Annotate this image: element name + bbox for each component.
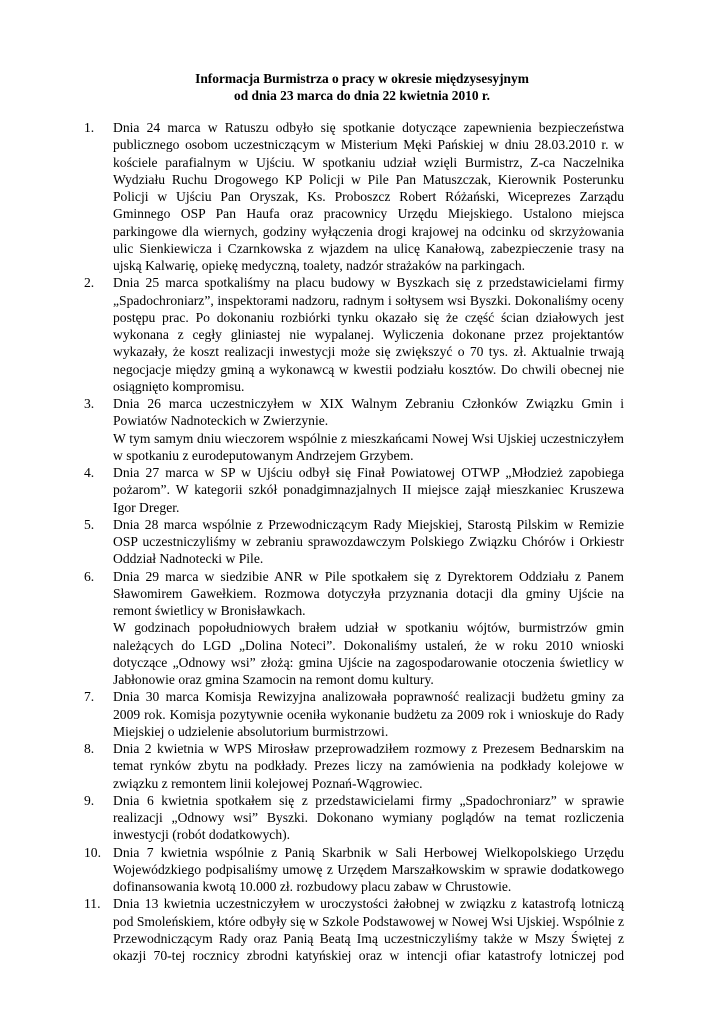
list-item [84, 119, 624, 274]
item-paragraph: Dnia 2 kwietnia w WPS Mirosław przeprowadziłem rozmowy z Prezesem Bednarskim na temat rynków zbytu na podkłady. Prezes liczy na zamówienia na podkłady kolejowe w związku z remontem linii kolejowej Poznań-Wągrowiec. [113, 741, 624, 791]
item-number: 5. [84, 516, 95, 532]
item-paragraph: Dnia 6 kwietnia spotkałem się z przedstawicielami firmy „Spadochroniarz” w sprawie realizacji „Odnowy wsi” Byszki. Dokonano wymiany poglądów na temat rozliczenia inwestycji (robót dodatkowych). [113, 792, 624, 843]
item-number: 9. [84, 792, 95, 808]
item-number: 8. [84, 741, 95, 756]
list-item [84, 464, 624, 516]
item-paragraph: W godzinach popołudniowych brałem udział w spotkaniu wójtów, burmistrzów gmin należących do LGD „Dolina Noteci”. Dokonaliśmy ustaleń, że w roku 2010 wnioski dotyczące „Odnowy wsi” złożą: gmina Ujście na zagospodarowanie otoczenia świetlicy w Jabłonowie oraz gmina Szamocin na remont domu kultury. [113, 620, 624, 687]
list-item [84, 274, 624, 395]
title-line-1: Informacja Burmistrza o pracy w okresie międzysesyjnym [195, 71, 529, 86]
item-paragraph: Dnia 7 kwietnia wspólnie z Panią Skarbnik w Sali Herbowej Wielkopolskiego Urzędu Wojewódzkiego podpisaliśmy umowę z Urzędem Marszałkowskim w sprawie dodatkowego dofinansowania kwotą 10.000 zł. rozbudowy placu zabaw w Chrustowie. [113, 844, 624, 894]
item-paragraph: Dnia 27 marca w SP w Ujściu odbył się Finał Powiatowej OTWP „Młodzież zapobiega pożarom”. W kategorii szkół ponadgimnazjalnych II miejsce zajął mieszkaniec Kruszewa Igor Dreger. [113, 465, 624, 515]
item-number: 4. [84, 465, 95, 480]
item-number: 7. [84, 689, 95, 705]
item-paragraph: Dnia 29 marca w siedzibie ANR w Pile spotkałem się z Dyrektorem Oddziału z Panem Sławomirem Gawełkiem. Rozmowa dotyczyła przyznania dotacji dla gminy Ujście na remont świetlicy w Bronisławkach. [113, 568, 624, 618]
item-number: 1. [84, 120, 95, 135]
document-title [0, 70, 724, 104]
item-paragraph: Dnia 13 kwietnia uczestniczyłem w uroczystości żałobnej w związku z katastrofą lotniczą pod Smoleńskiem, które odbyły się w Szkole Podstawowej w Nowej Wsi Ujskiej. Wspólnie z Przewodniczącym Rady oraz Panią Beatą Imą uczestniczyliśmy także w Mszy Świętej z okazji 70-tej rocznicy zbrodni katyńskiej oraz w intencji ofiar katastrofy lotniczej pod [113, 896, 624, 963]
item-paragraph: W tym samym dniu wieczorem wspólnie z mieszkańcami Nowej Wsi Ujskiej uczestniczyłem w spotkaniu z eurodeputowanym Andrzejem Grzybem. [113, 430, 624, 463]
item-number: 3. [84, 396, 95, 411]
list-item [84, 395, 624, 464]
list-item [84, 740, 624, 792]
title-line-2: od dnia 23 marca do dnia 22 kwietnia 2010 r. [234, 88, 490, 103]
item-paragraph: Dnia 24 marca w Ratuszu odbyło się spotkanie dotyczące zapewnienia bezpieczeństwa publicznego osobom uczestniczącym w Misterium Męki Pańskiej w dniu 28.03.2010 r. w kościele parafialnym w Ujściu. W spotkaniu udział wzięli Burmistrz, Z-ca Naczelnika Wydziału Ruchu Drogowego KP Policji w Pile Pan Matuszczak, Kierownik Posterunku Policji w Ujściu Pan Oryszak, Ks. Proboszcz Robert Różański, Wiceprezes Zarządu Gminnego OSP Pan Haufa oraz pracownicy Urzędu Miejskiego. Ustalono miejsca parkingowe dla wiernych, godziny wyłączenia drogi krajowej na odcinku od skrzyżowania ulic Sienkiewicza i Czarnkowska z wjazdem na ulicę Kanałową, zabezpieczenie trasy na ujską Kalwarię, opiekę medyczną, toalety, nadzór strażaków na parkingach. [113, 120, 624, 273]
item-number: 6. [84, 568, 95, 584]
list-item [84, 688, 624, 740]
item-number: 11. [84, 896, 101, 912]
item-number: 10. [84, 844, 101, 860]
list-item [84, 844, 624, 896]
list-item [84, 568, 624, 689]
list-item [84, 792, 624, 844]
item-paragraph: Dnia 26 marca uczestniczyłem w XIX Walnym Zebraniu Członków Związku Gmin i Powiatów Nadnoteckich w Zwierzynie. [113, 396, 624, 429]
list-item [84, 516, 624, 568]
item-paragraph: Dnia 30 marca Komisja Rewizyjna analizowała poprawność realizacji budżetu gminy za 2009 rok. Komisja pozytywnie oceniła wykonanie budżetu za 2009 rok i wnioskuje do Rady Miejskiej o udzielenie absolutorium burmistrzowi. [113, 689, 624, 739]
item-paragraph: Dnia 25 marca spotkaliśmy na placu budowy w Byszkach się z przedstawicielami firmy „Spadochroniarz”, inspektorami nadzoru, radnym i sołtysem wsi Byszki. Dokonaliśmy oceny postępu prac. Po dokonaniu rozbiórki tynku okazało się że część ścian działowych jest wykonana z cegły gliniastej nie wypalanej. Wyliczenia dokonane przez projektantów wykazały, że koszt realizacji inwestycji może się zwiększyć o 70 tys. zł. Aktualnie trwają negocjacje między gminą a wykonawcą w kwestii podziału kosztów. Do chwili obecnej nie osiągnięto kompromisu. [113, 275, 624, 394]
item-number: 2. [84, 275, 95, 291]
list-item [84, 895, 624, 964]
item-paragraph: Dnia 28 marca wspólnie z Przewodniczącym Rady Miejskiej, Starostą Pilskim w Remizie OSP uczestniczyliśmy w zebraniu sprawozdawczym Polskiego Związku Chórów i Orkiestr Oddział Nadnotecki w Pile. [113, 516, 624, 567]
report-item-list [84, 119, 624, 964]
